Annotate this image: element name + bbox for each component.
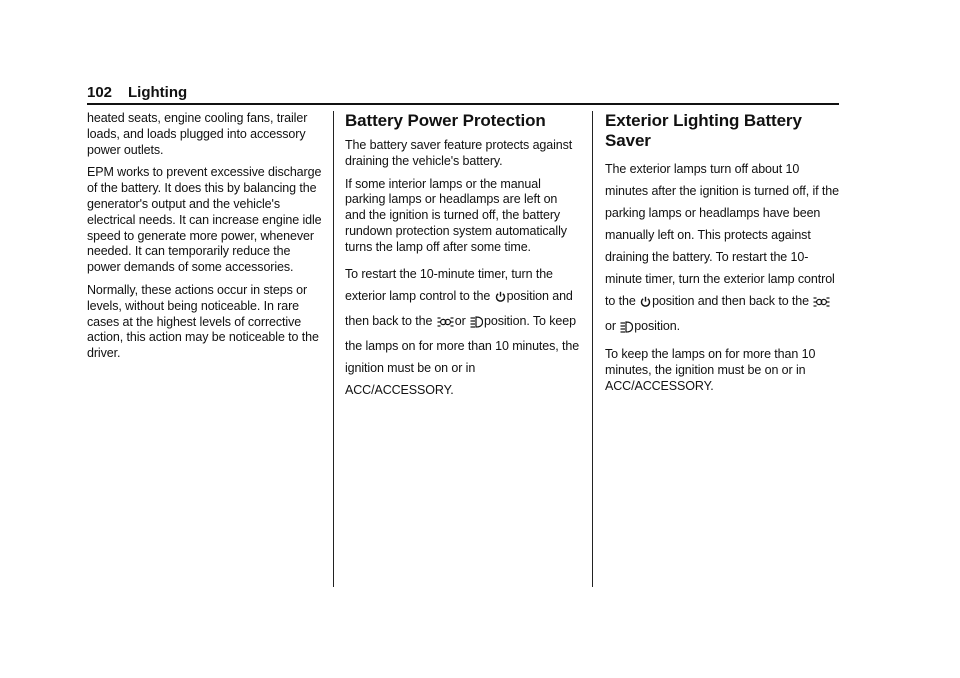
parking-lamp-icon [437, 313, 454, 335]
power-off-icon [495, 288, 506, 310]
parking-lamp-icon [813, 293, 830, 315]
headlamp-icon [470, 313, 483, 335]
col1-paragraph-3: Normally, these actions occur in steps or levels, without being noticeable. In rare cases at the highest levels of corrective action, this action may be noticeable to the driver. [87, 282, 319, 361]
power-off-icon [640, 293, 651, 315]
header-rule [87, 103, 839, 105]
col1-paragraph-1: heated seats, engine cooling fans, trailer loads, and loads plugged into accessory power outlets. [87, 111, 308, 157]
col2-paragraph-1: The battery saver feature protects against draining the vehicle's battery. [345, 138, 573, 168]
col3-paragraph-2: To keep the lamps on for more than 10 minutes, the ignition must be on or in ACC/ACCESSORY. [605, 347, 816, 393]
col2-paragraph-2: If some interior lamps or the manual parking lamps or headlamps are left on and the ignition is turned off, the battery rundown protection system automatically turns the lamp off after some time. [345, 176, 567, 254]
column-divider-1 [333, 111, 334, 587]
exterior-lighting-battery-saver-heading: Exterior Lighting Battery Saver [605, 111, 802, 150]
page-header [87, 84, 839, 104]
headlamp-icon [620, 318, 633, 340]
col1-paragraph-2: EPM works to prevent excessive discharge of the battery. It does this by balancing the generator's output and the vehicle's electrical needs. It can increase engine idle speed to generate more power, whenever needed. It can temporarily reduce the power demands of some accessories. [87, 165, 322, 275]
column-3 [605, 111, 841, 401]
page-number: 102 [87, 84, 113, 101]
col2-paragraph-3: To restart the 10-minute timer, turn the exterior lamp control to the position and then back to the or position. To keep the lamps on for more than 10 minutes, the ignition must be on or in ACC/ACCESSORY. [345, 266, 580, 397]
battery-power-protection-heading: Battery Power Protection [345, 111, 546, 130]
column-1 [87, 111, 324, 369]
column-divider-2 [592, 111, 593, 587]
section-title: Lighting [128, 84, 188, 101]
col3-paragraph-1: The exterior lamps turn off about 10 minutes after the ignition is turned off, if the parking lamps or headlamps have been manually left on. This protects against draining the battery. To restart the 10-minute timer, turn the exterior lamp control to the position and then back to the or position. [605, 158, 841, 340]
column-2 [345, 111, 581, 408]
